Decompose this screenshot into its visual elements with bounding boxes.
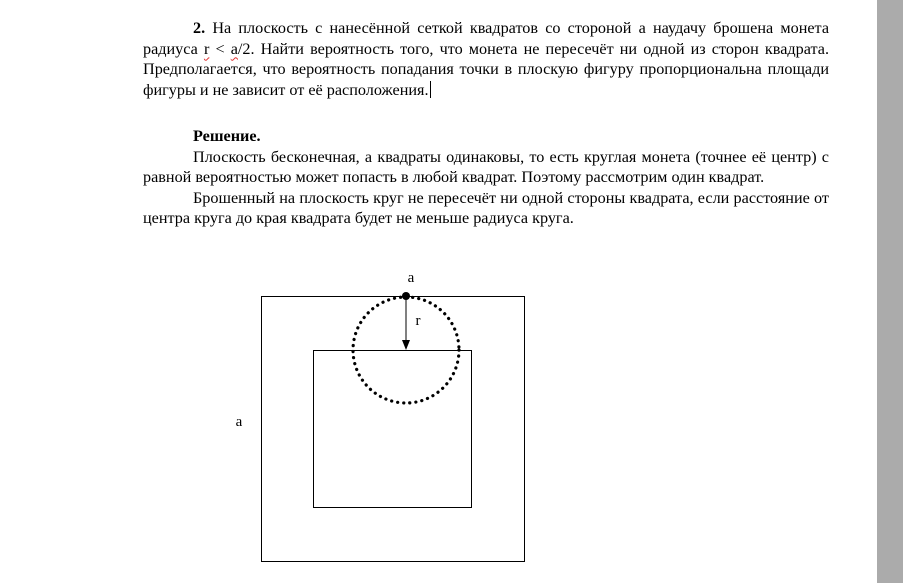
outer-square: [262, 297, 525, 562]
radius-arrow-head: [402, 340, 410, 350]
top-side-label: a: [407, 270, 415, 286]
problem-text-part1: На плоскость с нанесённой сеткой квадратов со стороной a наудачу брошена монета радиуса: [143, 19, 829, 58]
problem-number: 2.: [193, 19, 206, 37]
a-symbol-misspelled: a: [230, 39, 238, 58]
solution-heading: Решение.: [193, 127, 261, 145]
inner-square: [314, 351, 472, 508]
radius-label: r: [415, 313, 421, 329]
window-background: [877, 0, 903, 583]
problem-text-part2: /2. Найти вероятность того, что монета не пересечёт ни одной из сторон квадрата. Предполагается, что вероятность попадания точки в плоскую фигуру пропорциональна площади фигуры и не зависит от её расположения.: [143, 39, 829, 99]
left-side-label: a: [235, 414, 243, 430]
solution-paragraph-2: Брошенный на плоскость круг не пересечёт ни одной стороны квадрата, если расстояние от центра круга до края квадрата будет не меньше радиуса круга.: [143, 188, 829, 228]
less-than-sign: <: [209, 39, 231, 58]
r-symbol-misspelled: r: [203, 39, 210, 58]
solution-paragraph-1: Плоскость бесконечная, а квадраты одинаковы, то есть круглая монета (точнее её центр) с равной вероятностью может попасть в любой квадрат. Поэтому рассмотрим один квадрат.: [143, 147, 829, 187]
